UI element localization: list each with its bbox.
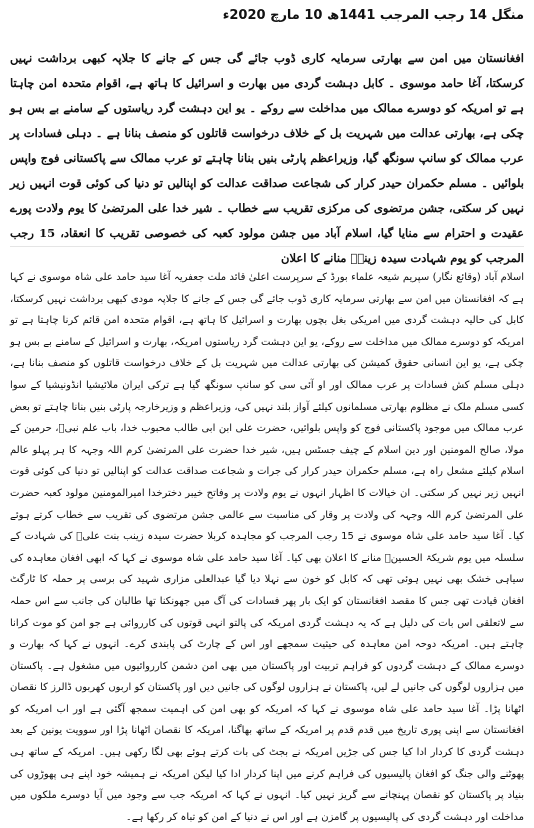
headline-summary: افغانستان میں امن سے بھارتی سرمایہ کاری ڈوب جائے گی جس کے جانے کا جلاپہ کبھی برداشت نہیں کرسکتا، آغا حامد موسوی ۔ کابل دہشت گردی میں بھارت و اسرائیل کا ہاتھ ہے، اقوام متحدہ امن چاہتا ہے تو امریکہ کو دوسرے ممالک میں مداخلت سے روکے ۔ یو این دہشت گرد ریاستوں کے سامنے بے بس ہو چکی ہے، بھارتی عدالت میں شہریت بل کے خلاف درخواست قاتلوں کو منصف بنانا ہے ۔ دہلی فسادات پر عرب ممالک کو سانپ سونگھ گیا، وزیراعظم پارٹی بنیں بنانا چاہتے تو عرب ممالک سے پاکستانی فوج واپس بلوائیں ۔ مسلم حکمران حیدر کرار کی شجاعت صداقت عدالت کو اپنالیں تو دنیا کی کوئی قوت انہیں زیر نہیں کر سکتی، جشن مرتضوی کی مرکزی تقریب سے خطاب ۔ شیر خدا علی المرتضیٰ کا یوم ولادت پورے عقیدت و احترام سے منایا گیا، اسلام آباد میں جشن مولود کعبہ کی خصوصی تقریب کا انعقاد، 15 رجب المرجب کو یوم شہادت سیدہ زینبؑ منانے کا اعلان xyxy=(10,51,524,265)
article-body: اسلام آباد (وقائع نگار) سپریم شیعہ علماء بورڈ کے سرپرست اعلیٰ قائد ملت جعفریہ آغا سید حامد علی شاہ موسوی نے کہا ہے کہ افغانستان میں امن سے بھارتی سرمایہ کاری ڈوب جائے گی جس کے جانے کا جلاپہ مودی کبھی برداشت نہیں کرسکتا، کابل کی حالیہ دہشت گردی میں امریکی بغل بچوں بھارت و اسرائیل کا ہاتھ ہے، اقوام متحدہ امن قائم کرنا چاہتا ہے تو امریکہ کو دوسرے ممالک میں مداخلت سے روکے، یو این دہشت گرد ریاستوں امریکہ، بھارت و اسرائیل کے سامنے بے بس ہو چکی ہے، یو این انسانی حقوق کمیشن کی بھارتی عدالت میں شہریت بل کے خلاف درخواست قاتلوں کو منصف بنانا ہے، دہلی مسلم کش فسادات پر عرب ممالک اور او آئی سی کو سانپ سونگھ گیا ہے ترکی ایران ملائیشیا انڈونیشیا کے سوا کسی مسلم ملک نے مظلوم بھارتی مسلمانوں کیلئے آواز بلند نہیں کی، وزیراعظم و وزیرخارجہ پارٹی بنیں بنانا چاہتے تو بعض عرب ممالک میں موجود پاکستانی فوج کو واپس بلوائیں، حضرت علی ابن ابی طالب محبوب خدا، باب علم نبیؐ، حرمین کے مولا، صالح المومنین اور دین اسلام کے چیف جسٹس ہیں، شیر خدا حضرت علی المرتضیٰ کرم اللہ وجہہ کا ہر پہلو عالم اسلام کیلئے مشعل راہ ہے، مسلم حکمران حیدر کرار کی جرات و شجاعت صداقت عدالت کو اپنالیں تو دنیا کی کوئی قوت انہیں زیر نہیں کر سکتی۔ ان خیالات کا اظہار انہوں نے یوم ولادت پر وفاتح خیبر دخترخدا امیرالمومنین مولود کعبہ حضرت علی المرتضیٰ کرم اللہ وجہہ کی ولادت پر وقار کی مناسبت سے عالمی جشن مرتضوی کی تقریب سے خطاب کرتے ہوئے کیا۔ آغا سید حامد علی شاہ موسوی نے 15 رجب المرجب کو مجاہدہ کربلا حضرت سیدہ زینب بنت علیؑ کی شہادت کے سلسلہ میں یوم شریکۃ الحسینؑ منانے کا اعلان بھی کیا۔ آغا سید حامد علی شاہ موسوی نے کہا کہ ابھی افغان معاہدہ کی سیاہی خشک بھی نہیں ہوئی تھی کہ کابل کو خون سے نہلا دیا گیا عبدالعلی مزاری شہید کی برسی پر حملہ کا ٹارگٹ افغان قیادت تھی جس کا مقصد افغانستان کو ایک بار پھر فسادات کی آگ میں جھونکنا تھا طالبان کی جانب سے اس حملہ سے لاتعلقی اس بات کی دلیل ہے کہ یہ دہشت گردی امریکہ کی پالتو انہی قوتوں کی کارروائی ہے جو امن کو موت کرانا چاہتے ہیں۔ امریکہ دوحہ امن معاہدہ کی حیثیت سمجھے اور اس کے چارٹ کی پابندی کرے۔ انہوں نے کہا کہ بھارت و دوسرے ممالک کے دہشت گردوں کو فراہم تربیت اور پاکستان میں بھی امن دشمن کارروائیوں میں مشغول ہے۔ پاکستان میں ہزاروں لوگوں کی جانیں لے لیں، پاکستان نے ہزاروں لوگوں کی جانیں دیں اور پاکستان کو اربوں کھربوں ڈالرز کا نقصان اٹھانا پڑا۔ آغا سید حامد علی شاہ موسوی نے کہا کہ امریکہ کو بھی امن کی اہمیت سمجھ آگئی ہے اور اب امریکہ کو افغانستان سے اپنی پوری تاریخ میں قدم قدم پر امریکہ کے ساتھ بھاگنا، امریکہ کا نقصان اٹھانا پڑا اور سوویت یونین کے بعد دہشت گردی کا کردار ادا کیا جس کی جڑیں امریکہ نے بجٹ کی بات کرتے ہوئے بھی لگا رکھی ہیں۔ امریکہ کے ساتھ ہی پھوٹنے والی جنگ کو افغان پالیسیوں کی فراہم کرنے میں اپنا کردار ادا کیا لیکن امریکہ نے ہمیشہ خود اپنے ہی پھوڑوں کی بنیاد پر پاکستان کو نقصان پہنچانے سے گریز نہیں کیا۔ انہوں نے کہا کہ امریکہ جب سے وجود میں آیا دوسرے ملکوں میں مداخلت اور دہشت گردی کی پالیسیوں پر گامزن ہے اور اس نے دنیا کے امن کو تباہ کر رکھا ہے۔ xyxy=(10,272,524,823)
dateline: منگل 14 رجب المرجب 1441ھ 10 مارچ 2020ء xyxy=(222,8,524,23)
